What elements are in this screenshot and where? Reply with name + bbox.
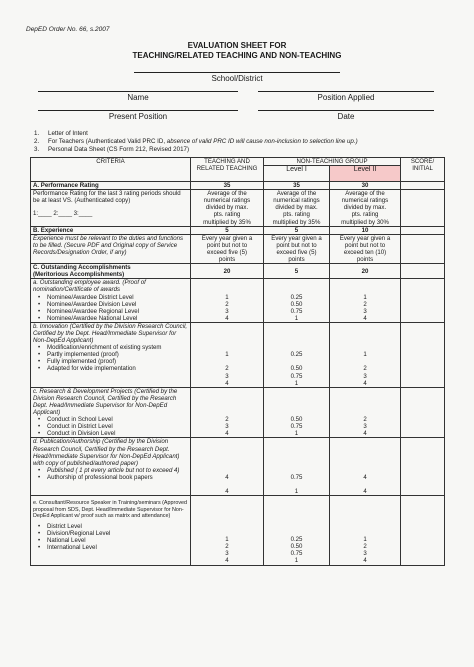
teaching-header: TEACHING AND RELATED TEACHING [191, 158, 264, 182]
school-district-line[interactable] [134, 72, 340, 73]
cb-score[interactable] [401, 322, 445, 387]
present-position-line[interactable] [38, 110, 238, 111]
b-score-cell[interactable] [401, 226, 445, 234]
cc-level2: 2 3 4 [330, 387, 401, 438]
b-description: Experience must be relevant to the duties and functions to be filled. (Secure PDF and Original copy of Service Records/Designation Order, if any) [31, 234, 191, 263]
ce-level1: 0.25 0.50 0.75 1 [264, 496, 330, 565]
cc-level1: 0.50 0.75 1 [264, 387, 330, 438]
c-teaching-points: 20 [191, 264, 264, 279]
section-a-row [31, 182, 445, 190]
non-teaching-header: NON-TEACHING GROUP [264, 158, 401, 166]
b-level2-rule: Every year given a point but not to exceed ten (10) points [330, 234, 401, 263]
ca-criteria: a. Outstanding employee award. (Proof of nomination/Certificate of awards • Nominee/Awardee District Level • Nominee/Awardee Division Level • Nominee/Awardee Regional Level • Nominee/Awardee National Level [31, 279, 191, 323]
section-b-row [31, 226, 445, 234]
cb-level2: 1 2 3 4 [330, 322, 401, 387]
school-district-label: School/District [211, 74, 263, 83]
section-ca [31, 279, 445, 323]
name-label: Name [127, 93, 149, 102]
a-level1-rule: Average of the numerical ratings divided by max. pts. rating multiplied by 35% [264, 190, 330, 226]
criteria-header: CRITERIA [31, 158, 191, 182]
ca-level1: 0.25 0.50 0.75 1 [264, 279, 330, 323]
requirement-1: 1. Letter of Intent [34, 130, 88, 137]
criteria-table [30, 157, 445, 566]
a-level1-points: 35 [264, 182, 330, 190]
section-ce [31, 496, 445, 565]
cd-score[interactable] [401, 438, 445, 496]
b-teaching-rule: Every year given a point but not to exceed five (5) points [191, 234, 264, 263]
b-teaching-points: 5 [191, 226, 264, 234]
level-2-header: Level II [330, 166, 401, 182]
cb-teaching: 1 2 3 4 [191, 322, 264, 387]
a-description: Performance Rating for the last 3 rating periods should be at least VS. (Authenticated copy) 1:____ 2:____ 3:____ [31, 190, 191, 226]
cc-teaching: 2 3 4 [191, 387, 264, 438]
a-detail-score[interactable] [401, 190, 445, 226]
date-label: Date [337, 112, 355, 121]
a-teaching-rule: Average of the numerical ratings divided by max. pts. rating multiplied by 35% [191, 190, 264, 226]
date-line[interactable] [258, 110, 434, 111]
cb-criteria: b. Innovation (Certified by the Division Research Council, Certified by the Dept. Head/Immediate Supervisor for Non-DepEd Applicant) • Modification/enrichment of existing system • Partly implemented (proof) • Fully implemented (proof) • Adapted for wide implementation [31, 322, 191, 387]
a-level2-rule: Average of the numerical ratings divided by max. pts. rating multiplied by 30% [330, 190, 401, 226]
performance-rating-title: A. Performance Rating [31, 182, 191, 190]
level-1-header: Level I [264, 166, 330, 182]
b-detail-score[interactable] [401, 234, 445, 263]
section-cd [31, 438, 445, 496]
header-row [31, 158, 445, 166]
section-b-detail [31, 234, 445, 263]
cd-level2: 4 4 [330, 438, 401, 496]
ce-criteria: e. Consultant/Resource Speaker in Training/seminars (Approved proposal from SDS, Dept. Head/Immediate Supervisor for Non-DepEd Applicant w/ proof such as matrix and attendance) • District Level • Division/Regional Level • National Level • International Level [31, 496, 191, 565]
b-level1-rule: Every year given a point but not to exceed five (5) points [264, 234, 330, 263]
section-c-row [31, 264, 445, 279]
ce-level2: 1 2 3 4 [330, 496, 401, 565]
section-a-detail [31, 190, 445, 226]
score-header: SCORE/ INITIAL [401, 158, 445, 182]
a-level2-points: 30 [330, 182, 401, 190]
b-level1-points: 5 [264, 226, 330, 234]
present-position-label: Present Position [108, 112, 168, 121]
experience-title: B. Experience [31, 226, 191, 234]
ca-score[interactable] [401, 279, 445, 323]
b-level2-points: 10 [330, 226, 401, 234]
accomplishments-title: C. Outstanding Accomplishments (Meritorious Accomplishments) [31, 264, 191, 279]
requirement-3: 3. Personal Data Sheet (CS Form 212, Revised 2017) [34, 145, 190, 153]
cd-criteria: d. Publication/Authorship (Certified by the Division Research Council, Certified by the Research Dept. Head/Immediate Supervisor for Non-DepEd Applicant) with copy of published/authored paper) • Published ( 1 pt every article but not to exceed 4) • Authorship of professional book papers [31, 438, 191, 496]
ce-score[interactable] [401, 496, 445, 565]
title-line-2: TEACHING/RELATED TEACHING AND NON-TEACHING [132, 51, 342, 60]
ca-level2: 1 2 3 4 [330, 279, 401, 323]
a-score-cell[interactable] [401, 182, 445, 190]
cc-score[interactable] [401, 387, 445, 438]
requirements-list [34, 130, 358, 153]
deped-order-ref: DepED Order No. 66, s.2007 [26, 26, 110, 33]
cd-level1: 0.75 1 [264, 438, 330, 496]
c-level2-points: 20 [330, 264, 401, 279]
cd-teaching: 4 4 [191, 438, 264, 496]
section-cb [31, 322, 445, 387]
title-line-1: EVALUATION SHEET FOR [187, 41, 287, 50]
section-cc [31, 387, 445, 438]
a-teaching-points: 35 [191, 182, 264, 190]
name-line[interactable] [38, 91, 238, 92]
position-applied-line[interactable] [258, 91, 434, 92]
c-score-cell[interactable] [401, 264, 445, 279]
ce-teaching: 1 2 3 4 [191, 496, 264, 565]
ca-teaching: 1 2 3 4 [191, 279, 264, 323]
cc-criteria: c. Research & Development Projects (Certified by the Division Research Council, Certified by the Research Dept. Head/Immediate Supervisor for Non-DepEd Applicant) • Conduct in School Level • Conduct in District Level • Conduct in Division Level [31, 387, 191, 438]
cb-level1: 0.25 0.50 0.75 1 [264, 322, 330, 387]
c-level1-points: 5 [264, 264, 330, 279]
position-applied-label: Position Applied [317, 93, 375, 102]
requirement-2: 2. For Teachers (Authenticated Valid PRC ID, absence of valid PRC ID will cause non-inclusion to selection line up.) [34, 137, 358, 145]
